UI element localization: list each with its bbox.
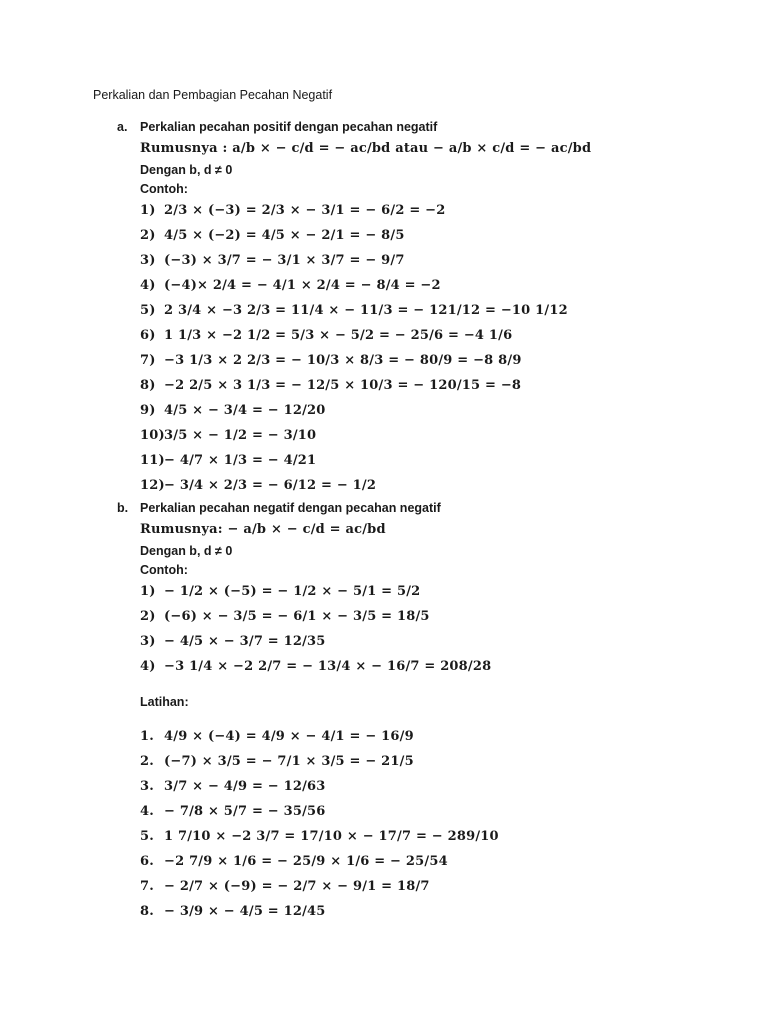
example-number: 3) xyxy=(140,634,156,649)
example-number: 11) xyxy=(140,453,165,468)
example-number: 4) xyxy=(140,278,156,293)
exercise-item xyxy=(140,904,326,919)
example-number: 9) xyxy=(140,403,156,418)
example-expression: − 1/2 × (−5) = − 1/2 × − 5/1 = 5/2 xyxy=(164,584,421,599)
example-item xyxy=(140,428,316,443)
section-a-heading: Perkalian pecahan positif dengan pecahan negatif xyxy=(140,120,438,134)
example-expression: −3 1/3 × 2 2/3 = − 10/3 × 8/3 = − 80/9 = −8 8/9 xyxy=(164,353,522,368)
example-expression: − 4/5 × − 3/7 = 12/35 xyxy=(164,634,326,649)
example-number: 1) xyxy=(140,203,156,218)
example-number: 10) xyxy=(140,428,165,443)
example-item xyxy=(140,634,326,649)
example-item xyxy=(140,609,430,624)
example-expression: 4/5 × (−2) = 4/5 × − 2/1 = − 8/5 xyxy=(164,228,405,243)
example-item xyxy=(140,228,405,243)
example-expression: 1 1/3 × −2 1/2 = 5/3 × − 5/2 = − 25/6 = −4 1/6 xyxy=(164,328,513,343)
example-number: 5) xyxy=(140,303,156,318)
example-expression: −2 2/5 × 3 1/3 = − 12/5 × 10/3 = − 120/15 = −8 xyxy=(164,378,522,393)
exercise-number: 8. xyxy=(140,904,154,919)
example-expression: − 4/7 × 1/3 = − 4/21 xyxy=(164,453,317,468)
exercise-expression: − 3/9 × − 4/5 = 12/45 xyxy=(164,904,326,919)
example-expression: (−6) × − 3/5 = − 6/1 × − 3/5 = 18/5 xyxy=(164,609,430,624)
example-number: 6) xyxy=(140,328,156,343)
section-b-marker: b. xyxy=(117,501,129,515)
example-expression: 4/5 × − 3/4 = − 12/20 xyxy=(164,403,326,418)
example-item xyxy=(140,328,512,343)
exercise-number: 7. xyxy=(140,879,154,894)
example-number: 4) xyxy=(140,659,156,674)
example-expression: − 3/4 × 2/3 = − 6/12 = − 1/2 xyxy=(164,478,377,493)
example-item xyxy=(140,584,420,599)
section-a-formula: Rumusnya : a/b × − c/d = − ac/bd atau − a/b × c/d = − ac/bd xyxy=(140,141,592,156)
exercise-item xyxy=(140,729,414,744)
example-expression: 2 3/4 × −3 2/3 = 11/4 × − 11/3 = − 121/12 = −10 1/12 xyxy=(164,303,568,318)
exercise-number: 4. xyxy=(140,804,154,819)
example-expression: −3 1/4 × −2 2/7 = − 13/4 × − 16/7 = 208/28 xyxy=(164,659,492,674)
exercise-number: 5. xyxy=(140,829,154,844)
section-b-heading: Perkalian pecahan negatif dengan pecahan negatif xyxy=(140,501,441,515)
exercise-item xyxy=(140,779,326,794)
section-b-formula: Rumusnya: − a/b × − c/d = ac/bd xyxy=(140,522,386,537)
exercise-expression: (−7) × 3/5 = − 7/1 × 3/5 = − 21/5 xyxy=(164,754,414,769)
section-a-marker: a. xyxy=(117,120,128,134)
example-number: 3) xyxy=(140,253,156,268)
example-item xyxy=(140,659,491,674)
exercises-label: Latihan: xyxy=(140,695,189,709)
example-number: 2) xyxy=(140,609,156,624)
example-item xyxy=(140,453,316,468)
exercise-number: 1. xyxy=(140,729,154,744)
example-expression: 3/5 × − 1/2 = − 3/10 xyxy=(164,428,317,443)
exercise-expression: 4/9 × (−4) = 4/9 × − 4/1 = − 16/9 xyxy=(164,729,414,744)
exercise-expression: −2 7/9 × 1/6 = − 25/9 × 1/6 = − 25/54 xyxy=(164,854,448,869)
exercise-number: 6. xyxy=(140,854,154,869)
section-b-examples-label: Contoh: xyxy=(140,563,188,577)
exercise-item xyxy=(140,829,499,844)
page-title: Perkalian dan Pembagian Pecahan Negatif xyxy=(93,88,333,102)
example-number: 8) xyxy=(140,378,156,393)
example-number: 2) xyxy=(140,228,156,243)
example-item xyxy=(140,253,405,268)
section-a-examples-label: Contoh: xyxy=(140,182,188,196)
section-a-condition: Dengan b, d ≠ 0 xyxy=(140,163,233,177)
example-number: 12) xyxy=(140,478,165,493)
example-item xyxy=(140,353,522,368)
exercise-expression: 3/7 × − 4/9 = − 12/63 xyxy=(164,779,326,794)
example-item xyxy=(140,303,568,318)
example-expression: (−4)× 2/4 = − 4/1 × 2/4 = − 8/4 = −2 xyxy=(164,278,441,293)
exercise-number: 2. xyxy=(140,754,154,769)
exercise-item xyxy=(140,754,414,769)
exercise-item xyxy=(140,854,448,869)
exercise-expression: − 2/7 × (−9) = − 2/7 × − 9/1 = 18/7 xyxy=(164,879,430,894)
example-number: 1) xyxy=(140,584,156,599)
example-item xyxy=(140,378,521,393)
section-b-condition: Dengan b, d ≠ 0 xyxy=(140,544,233,558)
example-item xyxy=(140,278,441,293)
exercise-item xyxy=(140,804,326,819)
example-item xyxy=(140,478,376,493)
example-number: 7) xyxy=(140,353,156,368)
example-expression: (−3) × 3/7 = − 3/1 × 3/7 = − 9/7 xyxy=(164,253,405,268)
exercise-item xyxy=(140,879,430,894)
exercise-expression: 1 7/10 × −2 3/7 = 17/10 × − 17/7 = − 289/10 xyxy=(164,829,499,844)
example-expression: 2/3 × (−3) = 2/3 × − 3/1 = − 6/2 = −2 xyxy=(164,203,446,218)
exercise-expression: − 7/8 × 5/7 = − 35/56 xyxy=(164,804,326,819)
exercise-number: 3. xyxy=(140,779,154,794)
example-item xyxy=(140,203,446,218)
example-item xyxy=(140,403,326,418)
